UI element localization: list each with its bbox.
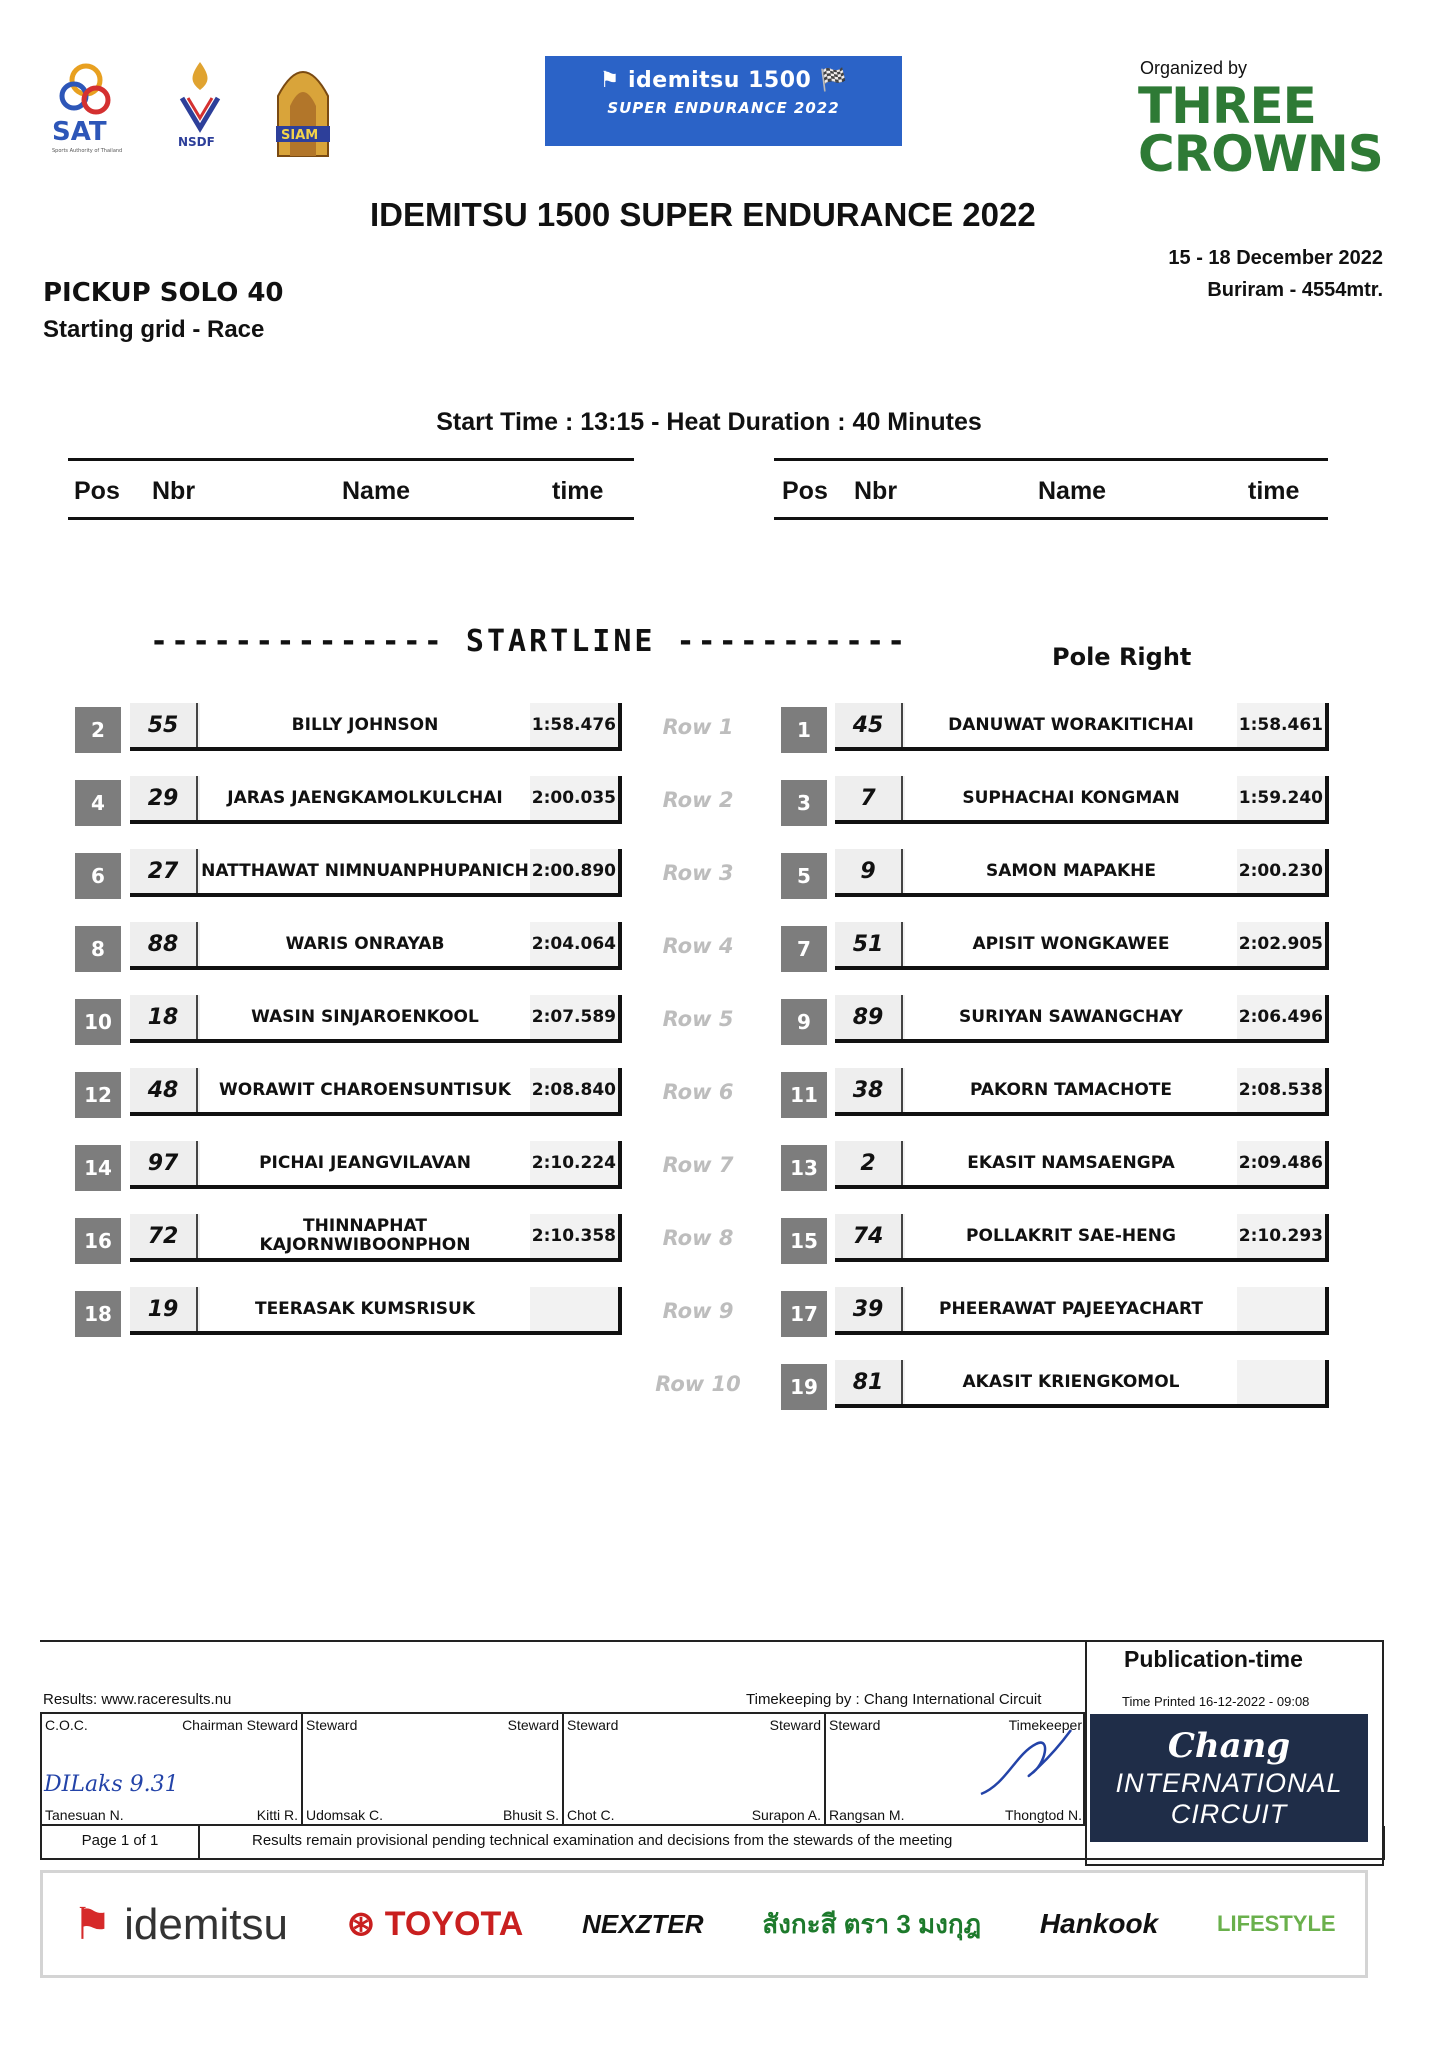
timekeeper-signature-icon	[976, 1724, 1076, 1804]
driver-name: WASIN SINJAROENKOOL	[200, 995, 530, 1039]
grid-slot	[130, 776, 622, 824]
qualifying-time: 2:10.358	[530, 1214, 618, 1258]
event-venue: Buriram - 4554mtr.	[1207, 279, 1383, 301]
grid-row-label: Row 1	[662, 715, 734, 739]
sat-logo	[46, 56, 128, 156]
driver-name: WORAWIT CHAROENSUNTISUK	[200, 1068, 530, 1112]
driver-name: AKASIT KRIENGKOMOL	[905, 1360, 1237, 1404]
car-number: 29	[130, 776, 198, 820]
left-table-header	[68, 458, 634, 520]
signature-cell	[42, 1714, 303, 1826]
svg-text:NSDF: NSDF	[178, 135, 215, 149]
header-pos: Pos	[782, 477, 828, 505]
signature-role: Steward	[567, 1717, 619, 1733]
organizer-logo: THREE CROWNS	[1138, 77, 1383, 183]
grid-position-badge: 8	[75, 926, 121, 972]
car-number: 18	[130, 995, 198, 1039]
header-name: Name	[342, 477, 411, 505]
sponsor-idemitsu	[72, 1899, 288, 1950]
session-info: Start Time : 13:15 - Heat Duration : 40 Minutes	[436, 408, 982, 436]
car-number: 81	[835, 1360, 903, 1404]
grid-position-badge: 15	[781, 1218, 827, 1264]
pole-position-label: Pole Right	[1052, 643, 1192, 671]
grid-slot	[130, 1068, 622, 1116]
page-title: IDEMITSU 1500 SUPER ENDURANCE 2022	[370, 196, 1036, 233]
driver-name: PAKORN TAMACHOTE	[905, 1068, 1237, 1112]
grid-position-badge: 9	[781, 999, 827, 1045]
grid-position-badge: 18	[75, 1291, 121, 1337]
header-name: Name	[1038, 477, 1107, 505]
grid-position-badge: 17	[781, 1291, 827, 1337]
grid-slot	[130, 1287, 622, 1335]
sponsor-lifestyle: LIFESTYLE	[1217, 1911, 1336, 1936]
sponsor-toyota	[347, 1904, 523, 1944]
grid-slot	[130, 703, 622, 751]
sponsor-toyota-text: TOYOTA	[384, 1905, 524, 1943]
signature-name: Chot C.	[567, 1807, 615, 1823]
event-banner	[545, 56, 902, 146]
grid-position-badge: 6	[75, 853, 121, 899]
idemitsu-flag-icon: ⚑	[599, 68, 628, 93]
grid-position-badge: 2	[75, 707, 121, 753]
signature-cell	[826, 1714, 1085, 1826]
publication-title: Publication-time	[1124, 1646, 1303, 1672]
grid-slot	[130, 1214, 622, 1262]
sponsor-idemitsu-text: idemitsu	[124, 1899, 288, 1949]
grid-row-label: Row 8	[662, 1226, 734, 1250]
grid-position-badge: 12	[75, 1072, 121, 1118]
signature-role: Steward	[306, 1717, 358, 1733]
grid-slot	[835, 703, 1329, 751]
signature-name: Kitti R.	[256, 1807, 298, 1823]
signature-role: C.O.C.	[45, 1717, 88, 1733]
grid-slot	[835, 1360, 1329, 1408]
qualifying-time: 2:04.064	[530, 922, 618, 966]
car-number: 72	[130, 1214, 198, 1258]
driver-name: TEERASAK KUMSRISUK	[200, 1287, 530, 1331]
header-time: time	[552, 477, 604, 505]
chang-logo-line3: CIRCUIT	[1170, 1799, 1288, 1829]
car-number: 45	[835, 703, 903, 747]
driver-name: BILLY JOHNSON	[200, 703, 530, 747]
signature-name: Rangsan M.	[829, 1807, 905, 1823]
car-number: 7	[835, 776, 903, 820]
header-nbr: Nbr	[152, 477, 196, 505]
driver-name: WARIS ONRAYAB	[200, 922, 530, 966]
car-number: 39	[835, 1287, 903, 1331]
driver-name: THINNAPHAT KAJORNWIBOONPHON	[200, 1214, 530, 1258]
signature-role: Steward	[769, 1717, 821, 1733]
signature-cell	[303, 1714, 564, 1826]
qualifying-time	[1237, 1287, 1325, 1331]
nsdf-logo	[160, 56, 240, 156]
driver-name: PICHAI JEANGVILAVAN	[200, 1141, 530, 1185]
signature-name: Bhusit S.	[502, 1807, 559, 1823]
grid-slot	[835, 1068, 1329, 1116]
chang-logo-line2: INTERNATIONAL	[1115, 1768, 1343, 1798]
grid-slot	[130, 995, 622, 1043]
banner-line1: idemitsu 1500	[627, 68, 812, 93]
qualifying-time: 2:07.589	[530, 995, 618, 1039]
qualifying-time: 2:00.035	[530, 776, 618, 820]
header-time: time	[1248, 477, 1300, 505]
grid-position-badge: 3	[781, 780, 827, 826]
qualifying-time: 2:06.496	[1237, 995, 1325, 1039]
driver-name: SAMON MAPAKHE	[905, 849, 1237, 893]
grid-position-badge: 4	[75, 780, 121, 826]
grid-position-badge: 5	[781, 853, 827, 899]
event-dates-venue	[1168, 242, 1383, 306]
signature-table	[40, 1712, 1085, 1826]
grid-slot	[835, 995, 1329, 1043]
signature-role: Chairman Steward	[182, 1717, 298, 1733]
grid-row-label: Row 6	[662, 1080, 734, 1104]
idemitsu-flag-icon: ⚑	[72, 1899, 112, 1949]
grid-row-label: Row 9	[662, 1299, 734, 1323]
timekeeping-label: Timekeeping by : Chang International Circuit	[746, 1691, 1042, 1708]
driver-name: APISIT WONGKAWEE	[905, 922, 1237, 966]
driver-name: JARAS JAENGKAMOLKULCHAI	[200, 776, 530, 820]
svg-text:SAT: SAT	[52, 117, 107, 147]
grid-position-badge: 11	[781, 1072, 827, 1118]
qualifying-time: 2:10.293	[1237, 1214, 1325, 1258]
sponsor-bar	[40, 1870, 1368, 1978]
car-number: 19	[130, 1287, 198, 1331]
car-number: 27	[130, 849, 198, 893]
qualifying-time: 2:10.224	[530, 1141, 618, 1185]
grid-slot	[130, 922, 622, 970]
driver-name: POLLAKRIT SAE-HENG	[905, 1214, 1237, 1258]
signature-cell	[564, 1714, 826, 1826]
right-table-header	[774, 458, 1328, 520]
grid-position-badge: 14	[75, 1145, 121, 1191]
chang-logo-line1: Chang	[1167, 1726, 1291, 1766]
qualifying-time: 2:09.486	[1237, 1141, 1325, 1185]
toyota-emblem-icon: ⊛	[346, 1905, 376, 1943]
grid-position-badge: 13	[781, 1145, 827, 1191]
signature-role: Timekeeper	[1008, 1717, 1082, 1733]
signature-name: Tanesuan N.	[45, 1807, 124, 1823]
car-number: 51	[835, 922, 903, 966]
signature-role: Steward	[507, 1717, 559, 1733]
signature-name: Surapon A.	[751, 1807, 821, 1823]
grid-slot	[835, 1214, 1329, 1262]
car-number: 48	[130, 1068, 198, 1112]
organized-by-label: Organized by	[1140, 58, 1248, 78]
grid-position-badge: 16	[75, 1218, 121, 1264]
signature-name: Udomsak C.	[306, 1807, 384, 1823]
car-number: 74	[835, 1214, 903, 1258]
driver-name: EKASIT NAMSAENGPA	[905, 1141, 1237, 1185]
grid-row-label: Row 4	[662, 934, 734, 958]
car-number: 38	[835, 1068, 903, 1112]
driver-name: PHEERAWAT PAJEEYACHART	[905, 1287, 1237, 1331]
handwritten-initials: DILaks 9.31	[44, 1772, 179, 1797]
driver-name: SURIYAN SAWANGCHAY	[905, 995, 1237, 1039]
checkered-flag-icon: 🏁	[819, 68, 848, 93]
results-url: Results: www.raceresults.nu	[43, 1691, 232, 1708]
page-footer-row	[40, 1826, 1385, 1860]
qualifying-time: 1:59.240	[1237, 776, 1325, 820]
svg-text:SIAM: SIAM	[281, 128, 319, 143]
qualifying-time: 1:58.461	[1237, 703, 1325, 747]
page-number: Page 1 of 1	[42, 1826, 200, 1858]
grid-slot	[835, 922, 1329, 970]
startline-marker: -------------- STARTLINE -----------	[150, 624, 909, 659]
car-number: 88	[130, 922, 198, 966]
qualifying-time: 2:08.538	[1237, 1068, 1325, 1112]
qualifying-time: 2:02.905	[1237, 922, 1325, 966]
grid-slot	[835, 849, 1329, 897]
qualifying-time: 2:08.840	[530, 1068, 618, 1112]
signature-name: Thongtod N.	[1004, 1807, 1082, 1823]
grid-position-badge: 10	[75, 999, 121, 1045]
qualifying-time: 2:00.890	[530, 849, 618, 893]
grid-slot	[130, 1141, 622, 1189]
chang-circuit-logo	[1090, 1714, 1368, 1842]
header-nbr: Nbr	[854, 477, 898, 505]
grid-position-badge: 1	[781, 707, 827, 753]
car-number: 89	[835, 995, 903, 1039]
car-number: 2	[835, 1141, 903, 1185]
qualifying-time	[1237, 1360, 1325, 1404]
document-subtitle: Starting grid - Race	[43, 316, 265, 343]
sponsor-nexzter: NEXZTER	[582, 1908, 704, 1939]
time-printed: Time Printed 16-12-2022 - 09:08	[1122, 1694, 1310, 1709]
svg-text:Sports Authority of Thailand: Sports Authority of Thailand	[52, 148, 123, 154]
signature-role: Steward	[829, 1717, 881, 1733]
grid-slot	[835, 776, 1329, 824]
sponsor-three-crowns: สังกะสี ตรา 3 มงกุฎ	[762, 1908, 982, 1939]
grid-slot	[835, 1287, 1329, 1335]
driver-name: NATTHAWAT NIMNUANPHUPANICH	[200, 849, 530, 893]
car-number: 9	[835, 849, 903, 893]
class-name: PICKUP SOLO 40	[43, 278, 284, 308]
grid-slot	[130, 849, 622, 897]
qualifying-time: 1:58.476	[530, 703, 618, 747]
siam-logo	[272, 56, 334, 160]
driver-name: SUPHACHAI KONGMAN	[905, 776, 1237, 820]
header-pos: Pos	[74, 477, 120, 505]
banner-line2: SUPER ENDURANCE 2022	[607, 99, 840, 117]
event-dates: 15 - 18 December 2022	[1168, 247, 1383, 269]
grid-position-badge: 7	[781, 926, 827, 972]
grid-position-badge: 19	[781, 1364, 827, 1410]
grid-row-label: Row 7	[662, 1153, 734, 1177]
car-number: 97	[130, 1141, 198, 1185]
qualifying-time: 2:00.230	[1237, 849, 1325, 893]
grid-row-label: Row 3	[662, 861, 734, 885]
sponsor-hankook: Hankook	[1039, 1908, 1159, 1939]
car-number: 55	[130, 703, 198, 747]
grid-row-label: Row 2	[662, 788, 734, 812]
driver-name: DANUWAT WORAKITICHAI	[905, 703, 1237, 747]
grid-row-label: Row 5	[662, 1007, 734, 1031]
qualifying-time	[530, 1287, 618, 1331]
grid-row-label: Row 10	[655, 1372, 741, 1396]
grid-slot	[835, 1141, 1329, 1189]
provisional-disclaimer: Results remain provisional pending technical examination and decisions from the stewards of the meeting	[252, 1832, 953, 1849]
